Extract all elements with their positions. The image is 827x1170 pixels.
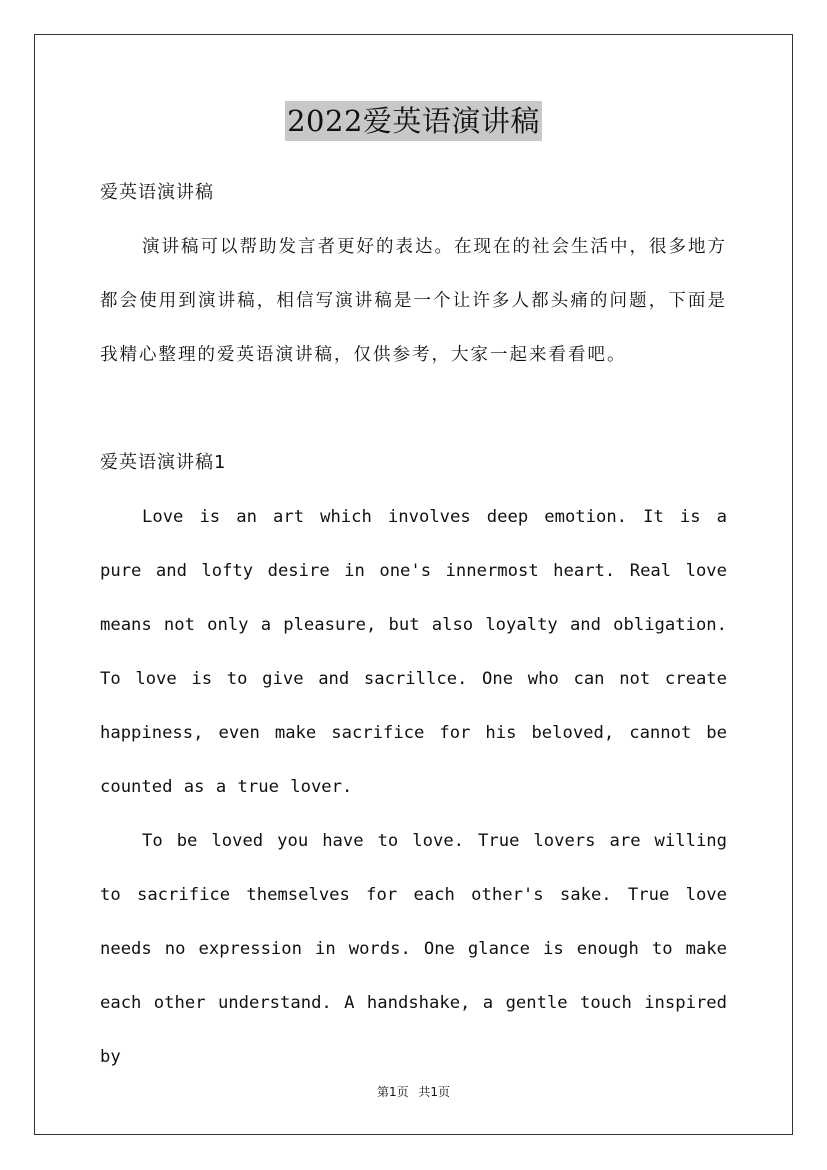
document-title: 2022爱英语演讲稿 — [285, 101, 542, 141]
section-heading-1: 爱英语演讲稿1 — [100, 452, 227, 473]
title-container — [0, 101, 827, 141]
document-body — [100, 166, 727, 1084]
page-number-total: 共1页 — [418, 1085, 451, 1099]
paragraph-1: Love is an art which involves deep emotion. It is a pure and lofty desire in one's innermost heart. Real love means not only a pleasure, but also loyalty and obligation. To love is to give and sacrillce. One who can not create happiness, even make sacrifice for his beloved, cannot be counted as a true lover. — [100, 507, 727, 797]
page-number-current: 第1页 — [376, 1085, 409, 1099]
paragraph-2: To be loved you have to love. True lovers are willing to sacrifice themselves for each other's sake. True love needs no expression in words. One glance is enough to make each other understand. A handshake, a gentle touch inspired by — [100, 831, 727, 1067]
page-footer — [0, 1083, 827, 1101]
intro-paragraph: 演讲稿可以帮助发言者更好的表达。在现在的社会生活中，很多地方都会使用到演讲稿，相信写演讲稿是一个让许多人都头痛的问题，下面是我精心整理的爱英语演讲稿，仅供参考，大家一起来看看吧。 — [100, 237, 727, 365]
intro-heading: 爱英语演讲稿 — [100, 182, 214, 203]
